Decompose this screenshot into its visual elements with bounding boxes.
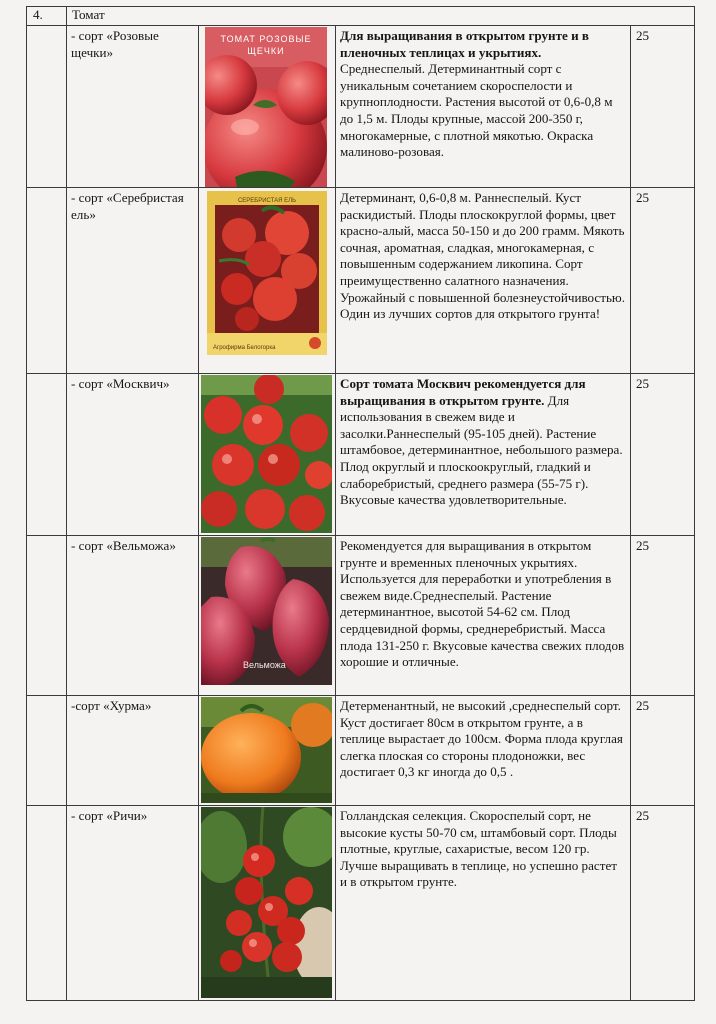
tomato-photo bbox=[205, 27, 327, 187]
variety-name: - сорт «Розовые щечки» bbox=[67, 26, 199, 188]
variety-name: - сорт «Серебристая ель» bbox=[67, 188, 199, 374]
description-text: Голландская селекция. Скороспелый сорт, не высокие кусты 50-70 см, штамбовый сорт. Плоды плотные, круглые, сахаристые, весом 120 гр. Лучше выращивать в теплице, но успешно растет и в открытом грунте. bbox=[340, 808, 617, 890]
photo-cell bbox=[199, 374, 336, 536]
quantity: 25 bbox=[631, 26, 695, 188]
variety-name: -сорт «Хурма» bbox=[67, 696, 199, 806]
quantity: 25 bbox=[631, 696, 695, 806]
description-text: Среднеспелый. Детерминантный сорт с уникальным сочетанием скороспелости и крупноплодности. Растения высотой от 0,6-0,8 м до 1,5 м. Плоды крупные, массой 200-350 г, многокамерные, с плотной мякотью. Окраска малиново-розовая. bbox=[340, 61, 613, 160]
variety-name: - сорт «Ричи» bbox=[67, 806, 199, 1001]
photo-cell bbox=[199, 188, 336, 374]
photo-cell bbox=[199, 696, 336, 806]
empty-number-cell bbox=[27, 536, 67, 696]
quantity: 25 bbox=[631, 536, 695, 696]
table-row bbox=[27, 696, 695, 806]
section-header-row bbox=[27, 7, 695, 26]
description-lead: Для выращивания в открытом грунте и в пленочных теплицах и укрытиях. bbox=[340, 28, 589, 60]
empty-number-cell bbox=[27, 696, 67, 806]
packet-caption: СЕРЕБРИСТАЯ ЕЛЬ bbox=[237, 198, 297, 204]
variety-description bbox=[336, 696, 631, 806]
photo-cell bbox=[199, 536, 336, 696]
quantity: 25 bbox=[631, 188, 695, 374]
empty-number-cell bbox=[27, 188, 67, 374]
photo-cell bbox=[199, 26, 336, 188]
tomato-photo bbox=[201, 537, 332, 685]
photo-cell bbox=[199, 806, 336, 1001]
quantity: 25 bbox=[631, 374, 695, 536]
empty-number-cell bbox=[27, 806, 67, 1001]
variety-description bbox=[336, 806, 631, 1001]
table-row bbox=[27, 374, 695, 536]
tomato-varieties-table bbox=[26, 6, 695, 1001]
section-number: 4. bbox=[27, 7, 67, 26]
description-text: Для использования в свежем виде и засолки.Раннеспелый (95-105 дней). Растение штамбовое, детерминантное, небольшого размера. Плод округлый и плоскоокруглый, гладкий и слаборебристый, среднего размера (55-75 г). Вкусовые качества удовлетворительные. bbox=[340, 392, 623, 508]
tomato-photo bbox=[201, 697, 332, 803]
packet-brand: Агрофирма Белогорка bbox=[213, 345, 276, 351]
table-row bbox=[27, 806, 695, 1001]
variety-description bbox=[336, 26, 631, 188]
description-text: Детерменантный, не высокий ,среднеспелый сорт. Куст достигает 80см в открытом грунте, а в теплице вырастает до 100см. Форма плода круглая слегка плоская со стороны плодоножки, вес достигает 0,3 кг иногда до 0,5 . bbox=[340, 698, 623, 780]
variety-description bbox=[336, 374, 631, 536]
photo-caption: Вельможа bbox=[243, 660, 286, 670]
table-row bbox=[27, 26, 695, 188]
seed-packet-photo bbox=[207, 191, 327, 355]
packet-caption: ТОМАТ РОЗОВЫЕ ЩЕЧКИ bbox=[220, 34, 312, 56]
variety-description bbox=[336, 188, 631, 374]
quantity: 25 bbox=[631, 806, 695, 1001]
tomato-photo bbox=[201, 375, 332, 533]
description-text: Рекомендуется для выращивания в открытом грунте и временных пленочных укрытиях. Используется для переработки и употребления в свежем виде.Среднеспелый. Растение детерминантное, высотой 54-62 см. Плод сердцевидной формы, среднеребристый. Масса плода 131-250 г. Вкусовые качества свежих плодов хорошие и отличные. bbox=[340, 538, 625, 670]
empty-number-cell bbox=[27, 26, 67, 188]
variety-name: - сорт «Москвич» bbox=[67, 374, 199, 536]
section-title: Томат bbox=[67, 7, 695, 26]
tomato-photo bbox=[201, 807, 332, 998]
description-lead: Сорт томата Москвич рекомендуется для выращивания в открытом грунте. bbox=[340, 376, 586, 408]
variety-description bbox=[336, 536, 631, 696]
table-row bbox=[27, 188, 695, 374]
description-text: Детерминант, 0,6-0,8 м. Раннеспелый. Куст раскидистый. Плоды плоскокруглой формы, цвет красно-алый, масса 50-150 и до 200 грамм. Мякоть сочная, ароматная, сладкая, многокамерная, с повышенным содержанием ликопина. Сорт преимущественно салатного назначения. Урожайный с повышенной болезнеустойчивостью. Один из лучших сортов для открытого грунта! bbox=[340, 190, 625, 322]
table-row bbox=[27, 536, 695, 696]
document-sheet bbox=[26, 6, 694, 1001]
empty-number-cell bbox=[27, 374, 67, 536]
variety-name: - сорт «Вельможа» bbox=[67, 536, 199, 696]
